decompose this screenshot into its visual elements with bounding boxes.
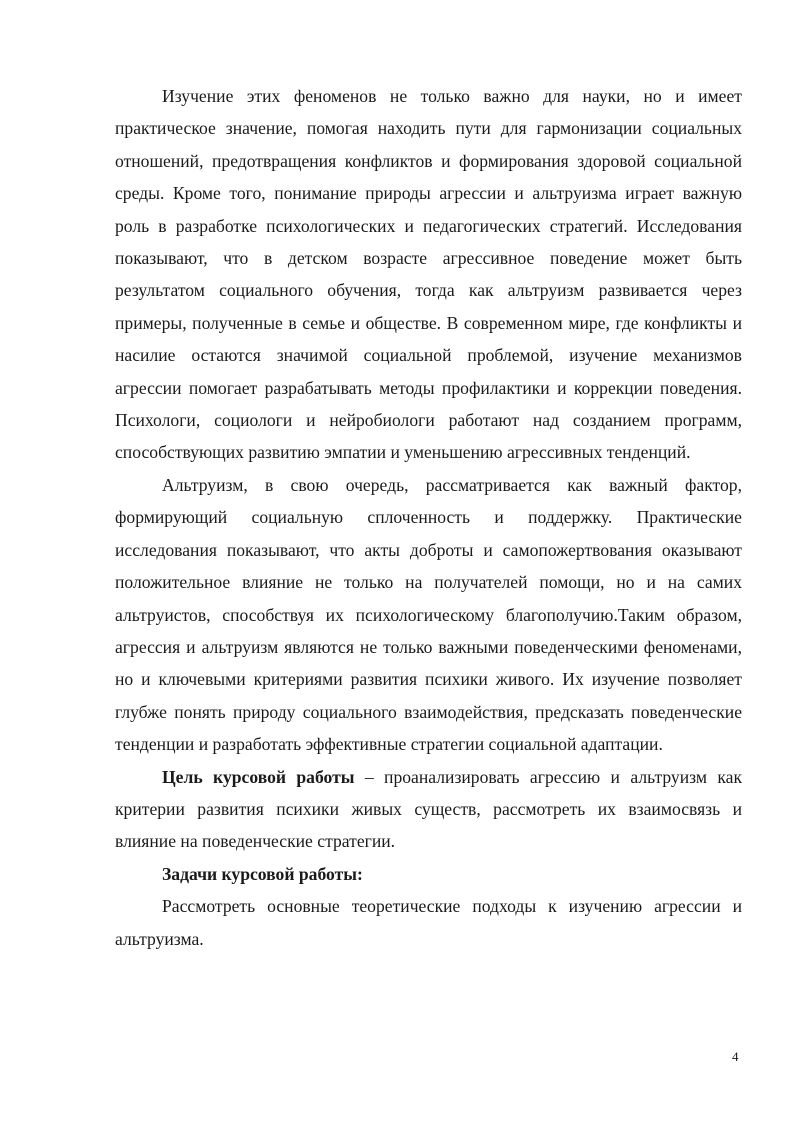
paragraph-goal	[115, 761, 742, 858]
goal-label: Цель курсовой работы	[162, 766, 355, 787]
page-body	[115, 80, 742, 955]
tasks-heading: Задачи курсовой работы:	[162, 863, 363, 884]
task-item: Рассмотреть основные теоретические подходы к изучению агрессии и альтруизма.	[115, 896, 742, 949]
goal-text: – проанализировать агрессию и альтруизм как критерии развития психики живых существ, рассмотреть их взаимосвязь и влияние на поведенческие стратегии.	[115, 766, 742, 852]
page-number: 4	[732, 1049, 739, 1064]
paragraph-significance: Изучение этих феноменов не только важно для науки, но и имеет практическое значение, помогая находить пути для гармонизации социальных отношений, предотвращения конфликтов и формирования здоровой социальной среды. Кроме того, понимание природы агрессии и альтруизма играет важную роль в разработке психологических и педагогических стратегий. Исследования показывают, что в детском возрасте агрессивное поведение может быть результатом социального обучения, тогда как альтруизм развивается через примеры, полученные в семье и обществе. В современном мире, где конфликты и насилие остаются значимой социальной проблемой, изучение механизмов агрессии помогает разрабатывать методы профилактики и коррекции поведения. Психологи, социологи и нейробиологи работают над созданием программ, способствующих развитию эмпатии и уменьшению агрессивных тенденций.	[115, 86, 742, 463]
paragraph-altruism: Альтруизм, в свою очередь, рассматривается как важный фактор, формирующий социальную сплоченность и поддержку. Практические исследования показывают, что акты доброты и самопожертвования оказывают положительное влияние не только на получателей помощи, но и на самих альтруистов, способствуя их психологическому благополучию.Таким образом, агрессия и альтруизм являются не только важными поведенческими феноменами, но и ключевыми критериями развития психики живого. Их изучение позволяет глубже понять природу социального взаимодействия, предсказать поведенческие тенденции и разработать эффективные стратегии социальной адаптации.	[115, 474, 742, 755]
